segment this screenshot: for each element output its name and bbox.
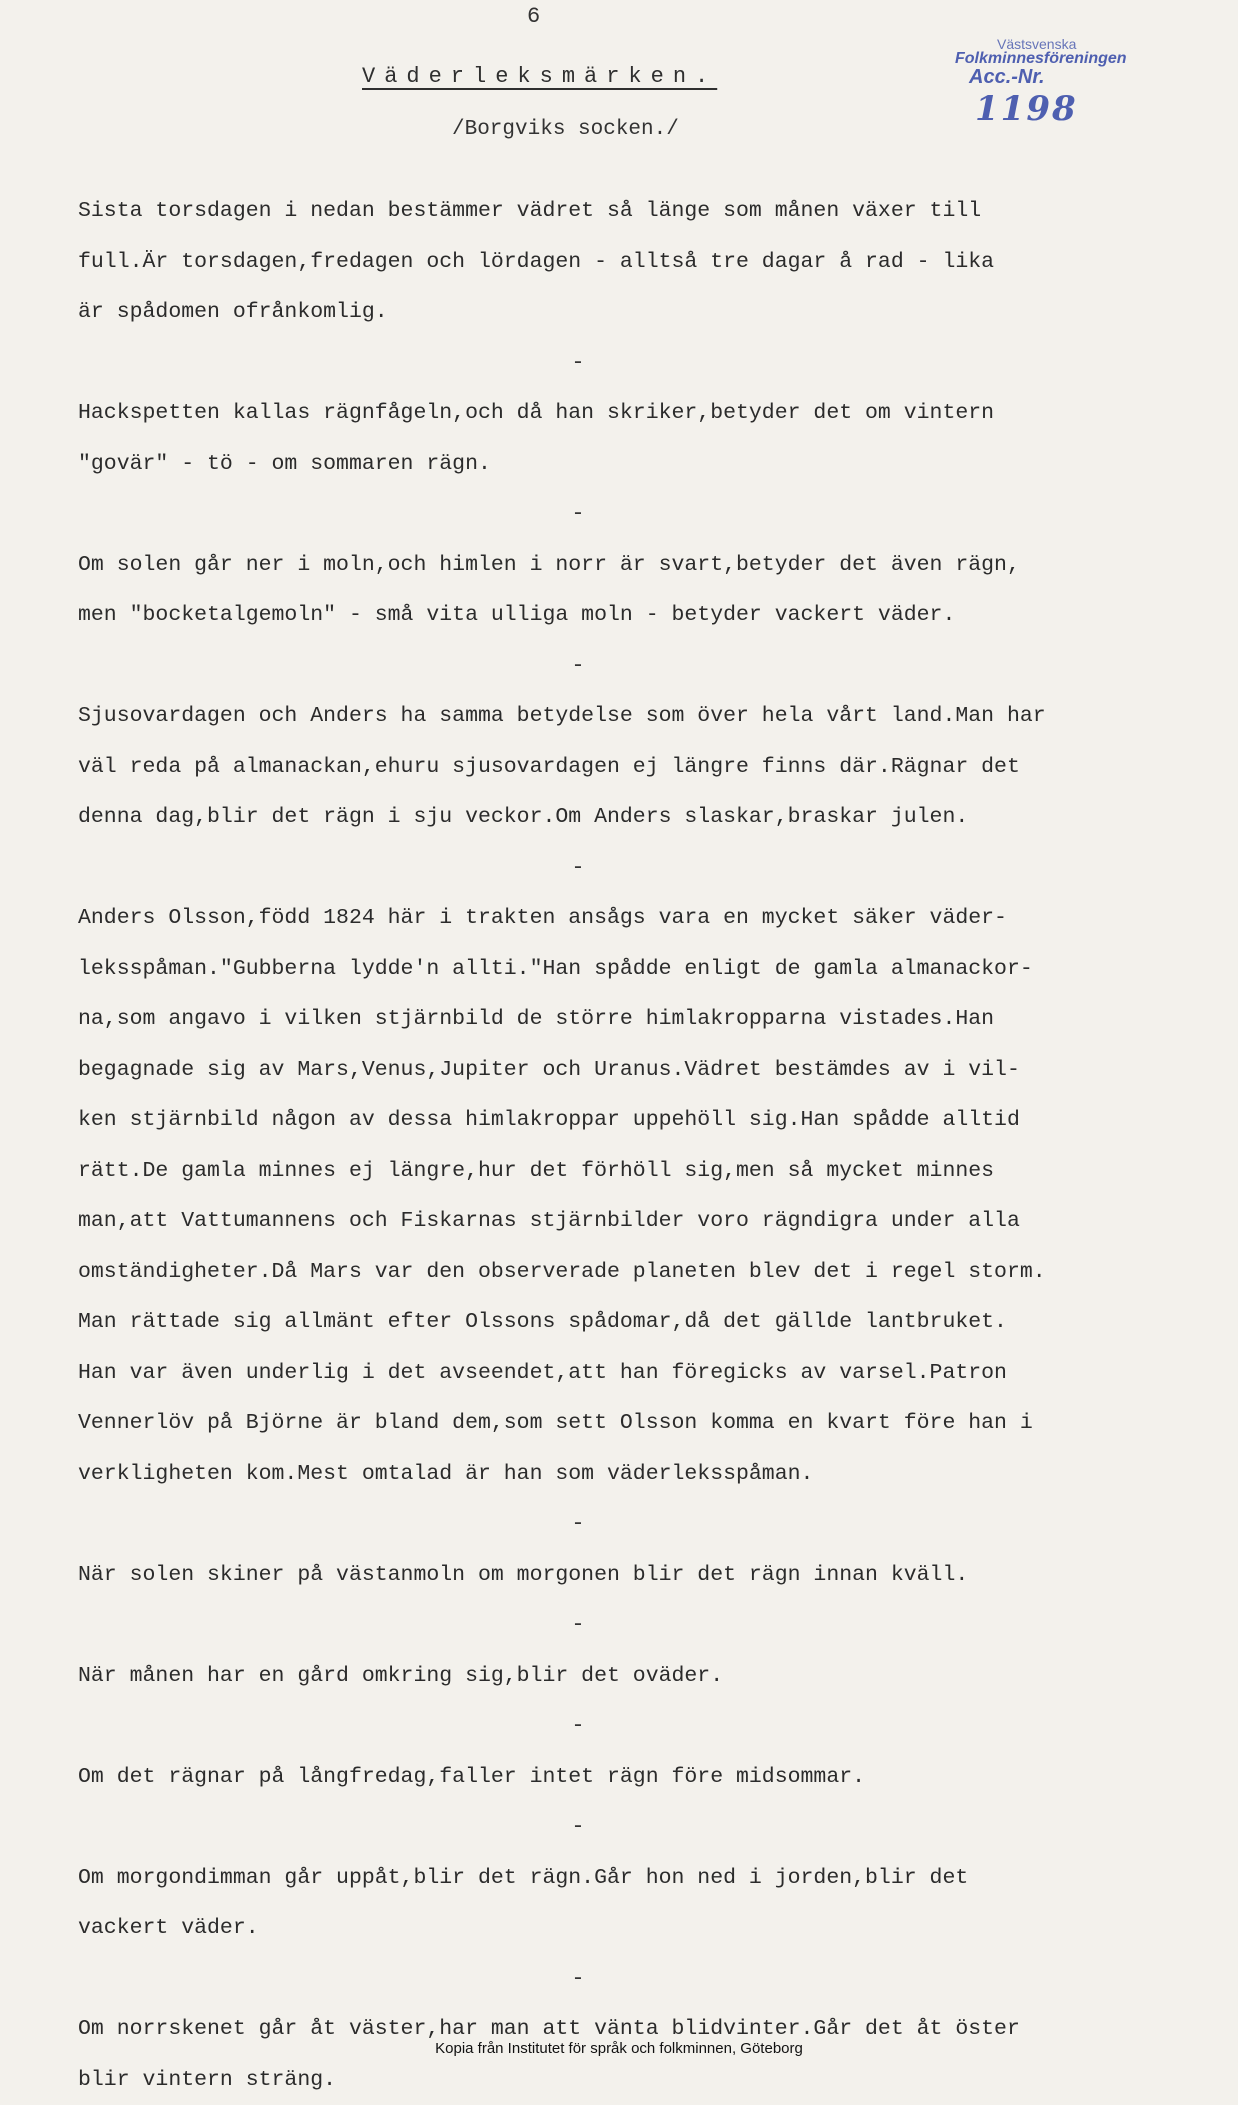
text-line: Om solen går ner i moln,och himlen i norr är svart,betyder det även rägn, bbox=[78, 540, 1188, 591]
text-line: begagnade sig av Mars,Venus,Jupiter och Uranus.Vädret bestämdes av i vil- bbox=[78, 1045, 1188, 1096]
paragraph bbox=[78, 186, 1188, 338]
text-line: Om norrskenet går åt väster,har man att vänta blidvinter.Går det åt öster bbox=[78, 2004, 1188, 2055]
paragraph bbox=[78, 691, 1188, 843]
paragraph bbox=[78, 1853, 1188, 1954]
text-line: Man rättade sig allmänt efter Olssons spådomar,då det gällde lantbruket. bbox=[78, 1297, 1188, 1348]
text-line: denna dag,blir det rägn i sju veckor.Om Anders slaskar,braskar julen. bbox=[78, 792, 1188, 843]
text-line: Vennerlöv på Björne är bland dem,som sett Olsson komma en kvart före han i bbox=[78, 1398, 1188, 1449]
paragraph bbox=[78, 1651, 1188, 1702]
text-line: Sista torsdagen i nedan bestämmer vädret så länge som månen växer till bbox=[78, 186, 1188, 237]
stamp-accession bbox=[969, 66, 1155, 129]
text-line: man,att Vattumannens och Fiskarnas stjärnbilder voro rägndigra under alla bbox=[78, 1196, 1188, 1247]
text-line: vackert väder. bbox=[78, 1903, 1188, 1954]
text-line: "govär" - tö - om sommaren rägn. bbox=[78, 439, 1188, 490]
paragraph bbox=[78, 1550, 1188, 1601]
text-line: men "bocketalgemoln" - små vita ulliga moln - betyder vackert väder. bbox=[78, 590, 1188, 641]
document-body bbox=[78, 186, 1188, 2105]
paragraph bbox=[78, 388, 1188, 489]
text-line: na,som angavo i vilken stjärnbild de större himlakropparna vistades.Han bbox=[78, 994, 1188, 1045]
text-line: blir vintern sträng. bbox=[78, 2055, 1188, 2105]
text-line: Om morgondimman går uppåt,blir det rägn.Går hon ned i jorden,blir det bbox=[78, 1853, 1188, 1904]
stamp-acc-label: Acc.-Nr. bbox=[969, 66, 1045, 88]
paragraph bbox=[78, 893, 1188, 1499]
stamp-acc-number: 1198 bbox=[975, 89, 1078, 129]
text-line: omständigheter.Då Mars var den observerade planeten blev det i regel storm. bbox=[78, 1247, 1188, 1298]
text-line: Sjusovardagen och Anders ha samma betydelse som över hela vårt land.Man har bbox=[78, 691, 1188, 742]
paragraph-separator: - bbox=[78, 641, 1188, 692]
paragraph-separator: - bbox=[78, 1701, 1188, 1752]
text-line: full.Är torsdagen,fredagen och lördagen - alltså tre dagar å rad - lika bbox=[78, 237, 1188, 288]
stamp-region-text: Västsvenska bbox=[997, 36, 1155, 52]
text-line: leksspåman."Gubberna lydde'n allti."Han spådde enligt de gamla almanackor- bbox=[78, 944, 1188, 995]
paragraph-separator: - bbox=[78, 843, 1188, 894]
archive-footer: Kopia från Institutet för språk och folkminnen, Göteborg bbox=[0, 2040, 1238, 2057]
paragraph-separator: - bbox=[78, 1499, 1188, 1550]
stamp-society-text: Folkminnesföreningen bbox=[955, 50, 1155, 68]
paragraph bbox=[78, 1752, 1188, 1803]
text-line: verkligheten kom.Mest omtalad är han som väderleksspåman. bbox=[78, 1449, 1188, 1500]
text-line: ken stjärnbild någon av dessa himlakroppar uppehöll sig.Han spådde alltid bbox=[78, 1095, 1188, 1146]
text-line: Anders Olsson,född 1824 här i trakten ansågs vara en mycket säker väder- bbox=[78, 893, 1188, 944]
text-line: Hackspetten kallas rägnfågeln,och då han skriker,betyder det om vintern bbox=[78, 388, 1188, 439]
text-line: är spådomen ofrånkomlig. bbox=[78, 287, 1188, 338]
paragraph-separator: - bbox=[78, 1600, 1188, 1651]
paragraph-separator: - bbox=[78, 1954, 1188, 2005]
text-line: Han var även underlig i det avseendet,att han föregicks av varsel.Patron bbox=[78, 1348, 1188, 1399]
archive-stamp bbox=[955, 36, 1155, 129]
text-line: När solen skiner på västanmoln om morgonen blir det rägn innan kväll. bbox=[78, 1550, 1188, 1601]
document-title: Väderleksmärken. bbox=[362, 64, 717, 89]
document-subtitle: /Borgviks socken./ bbox=[452, 118, 679, 141]
paragraph bbox=[78, 540, 1188, 641]
text-line: väl reda på almanackan,ehuru sjusovardagen ej längre finns där.Rägnar det bbox=[78, 742, 1188, 793]
text-line: När månen har en gård omkring sig,blir det oväder. bbox=[78, 1651, 1188, 1702]
page-number: 6 bbox=[527, 4, 540, 29]
text-line: rätt.De gamla minnes ej längre,hur det förhöll sig,men så mycket minnes bbox=[78, 1146, 1188, 1197]
paragraph-separator: - bbox=[78, 489, 1188, 540]
paragraph-separator: - bbox=[78, 1802, 1188, 1853]
paragraph-separator: - bbox=[78, 338, 1188, 389]
text-line: Om det rägnar på långfredag,faller intet rägn före midsommar. bbox=[78, 1752, 1188, 1803]
